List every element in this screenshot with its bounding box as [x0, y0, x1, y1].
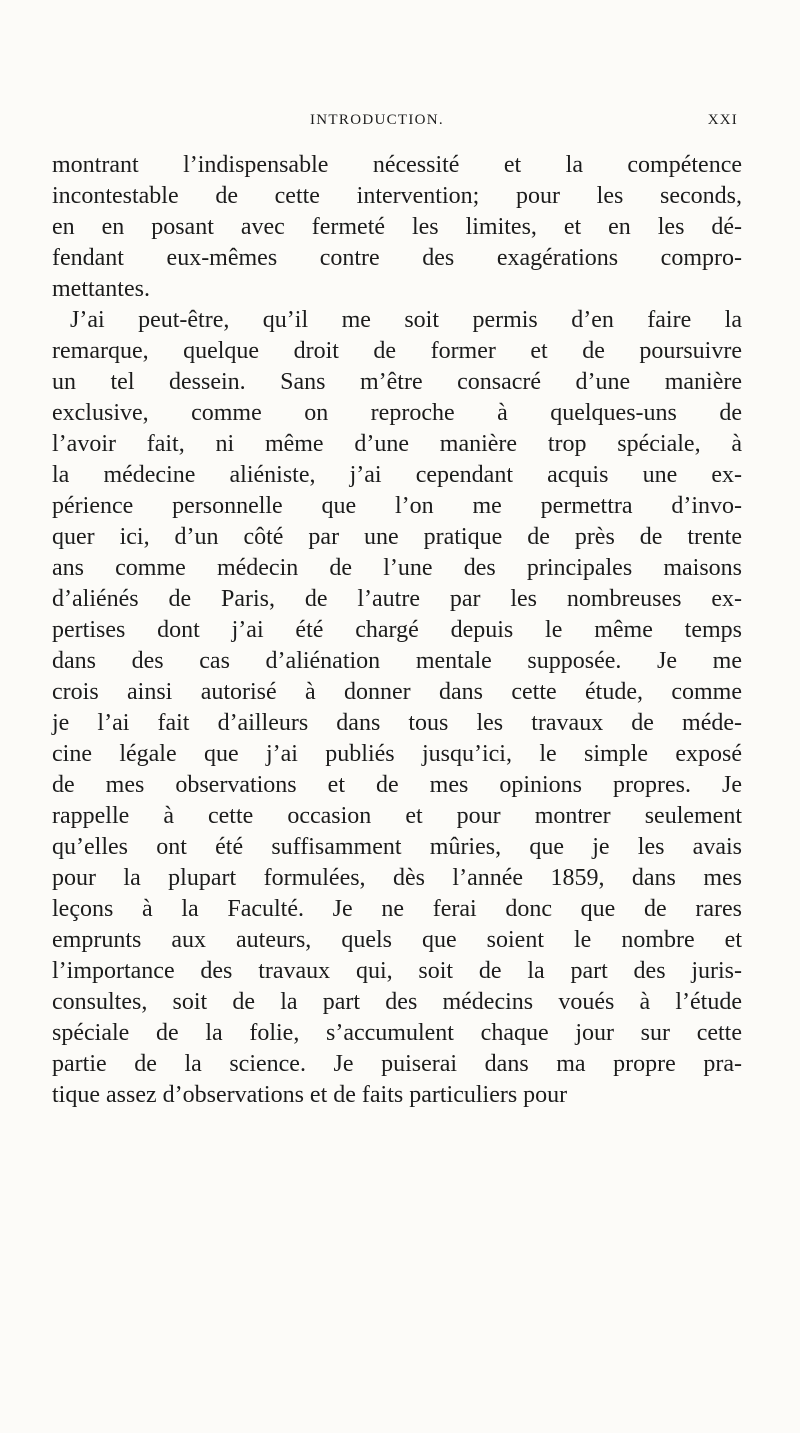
text-line: dans des cas d’aliénation mentale supposée. Je me: [52, 648, 742, 674]
text-line: crois ainsi autorisé à donner dans cette étude, comme: [52, 679, 742, 705]
text-line: pertises dont j’ai été chargé depuis le même temps: [52, 617, 742, 643]
text-line: ans comme médecin de l’une des principales maisons: [52, 555, 742, 581]
text-line: exclusive, comme on reproche à quelques-uns de: [52, 400, 742, 426]
text-line: leçons à la Faculté. Je ne ferai donc que de rares: [52, 896, 742, 922]
text-line: incontestable de cette intervention; pour les seconds,: [52, 183, 742, 209]
text-line: la médecine aliéniste, j’ai cependant acquis une ex-: [52, 462, 742, 488]
text-line: l’avoir fait, ni même d’une manière trop spéciale, à: [52, 431, 742, 457]
text-line: montrant l’indispensable nécessité et la compétence: [52, 152, 742, 178]
text-line: pour la plupart formulées, dès l’année 1859, dans mes: [52, 865, 742, 891]
text-line: mettantes.: [52, 276, 150, 302]
text-line: rappelle à cette occasion et pour montrer seulement: [52, 803, 742, 829]
text-line: partie de la science. Je puiserai dans ma propre pra-: [52, 1051, 742, 1077]
page-number: XXI: [707, 112, 738, 128]
text-line: fendant eux-mêmes contre des exagérations compro-: [52, 245, 742, 271]
text-line: remarque, quelque droit de former et de poursuivre: [52, 338, 742, 364]
text-line: qu’elles ont été suffisamment mûries, que je les avais: [52, 834, 742, 860]
text-line: J’ai peut-être, qu’il me soit permis d’en faire la: [70, 307, 742, 333]
text-line: l’importance des travaux qui, soit de la part des juris-: [52, 958, 742, 984]
text-line: quer ici, d’un côté par une pratique de près de trente: [52, 524, 742, 550]
text-line: d’aliénés de Paris, de l’autre par les nombreuses ex-: [52, 586, 742, 612]
text-line: en en posant avec fermeté les limites, et en les dé-: [52, 214, 742, 240]
text-line: tique assez d’observations et de faits particuliers pour: [52, 1082, 568, 1108]
text-line: je l’ai fait d’ailleurs dans tous les travaux de méde-: [52, 710, 742, 736]
text-line: de mes observations et de mes opinions propres. Je: [52, 772, 742, 798]
text-line: cine légale que j’ai publiés jusqu’ici, le simple exposé: [52, 741, 742, 767]
text-line: périence personnelle que l’on me permettra d’invo-: [52, 493, 742, 519]
text-line: emprunts aux auteurs, quels que soient le nombre et: [52, 927, 742, 953]
running-title: INTRODUCTION.: [310, 112, 444, 128]
text-line: un tel dessein. Sans m’être consacré d’une manière: [52, 369, 742, 395]
text-line: spéciale de la folie, s’accumulent chaque jour sur cette: [52, 1020, 742, 1046]
body-text: [52, 150, 742, 1111]
running-head: [52, 112, 738, 136]
text-line: consultes, soit de la part des médecins voués à l’étude: [52, 989, 742, 1015]
